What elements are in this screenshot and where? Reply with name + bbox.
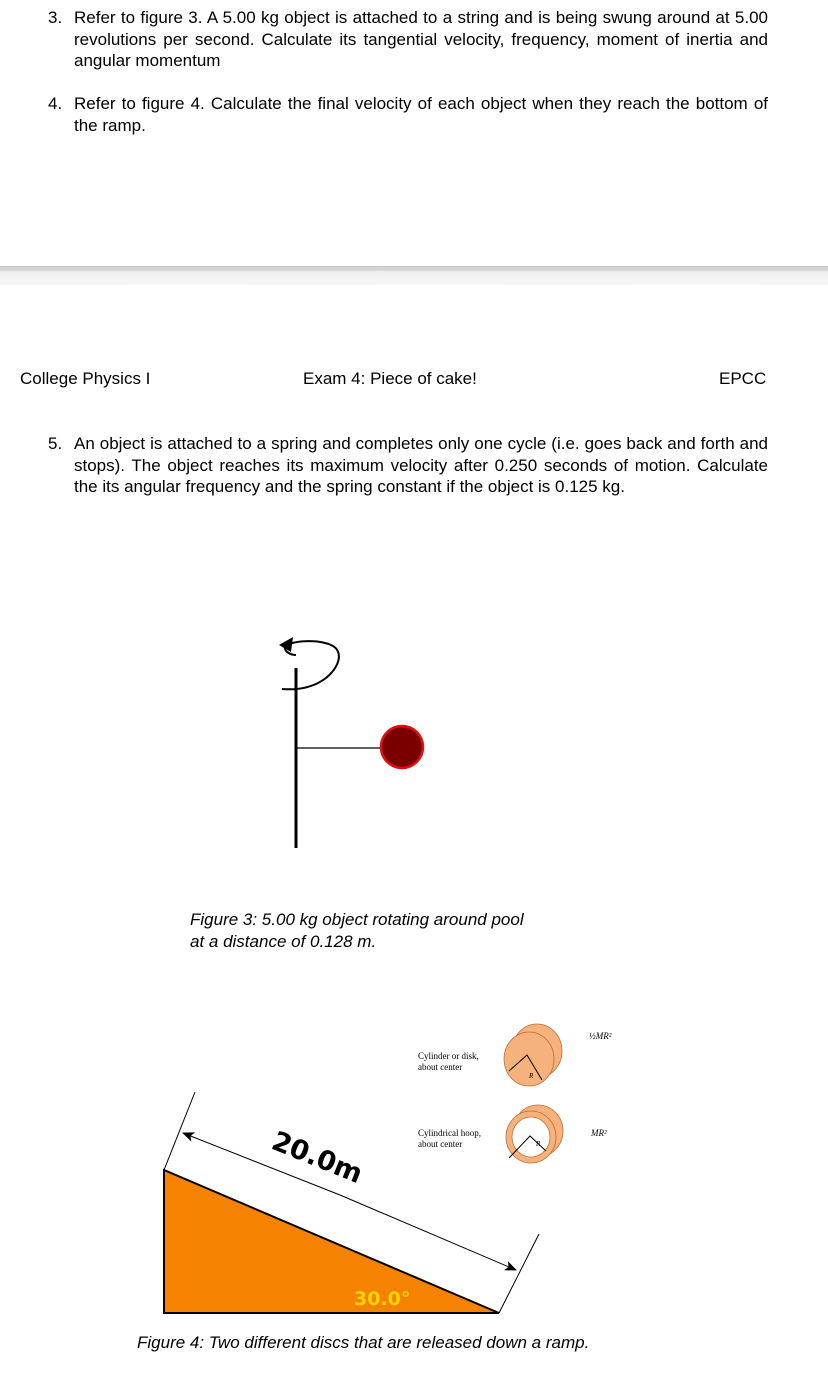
hoop-inertia-formula: MR² (591, 1128, 607, 1138)
question-text: Refer to figure 4. Calculate the final velocity of each object when they reach the bottom of the ramp. (74, 94, 768, 135)
inertia-table (418, 1024, 612, 1163)
ramp-length-label: 20.0m (267, 1125, 367, 1190)
extension-line-bottom (499, 1234, 539, 1313)
question-number: 3. (48, 8, 63, 27)
hoop-label-line2: about center (418, 1139, 463, 1149)
question-text: Refer to figure 3. A 5.00 kg object is attached to a string and is being swung around at 5.00 revolutions per second. Calculate its tangential velocity, frequency, moment of inertia and angular momentum (74, 8, 768, 71)
figure-3-caption (190, 909, 524, 952)
ramp-angle-label: 30.0° (354, 1288, 411, 1310)
header-school: EPCC (719, 369, 767, 388)
figure-3-caption-line2: at a distance of 0.128 m. (190, 931, 377, 951)
header-course: College Physics I (20, 369, 151, 388)
hoop-label-line1: Cylindrical hoop, (418, 1128, 481, 1138)
hoop-radius-symbol: R (536, 1140, 541, 1148)
extension-line-top (164, 1092, 195, 1170)
figure-3 (279, 637, 423, 848)
figure-4 (164, 1092, 539, 1313)
figure-3-caption-line1: Figure 3: 5.00 kg object rotating around pool (190, 910, 524, 929)
disk-inertia-formula: ½MR² (589, 1031, 612, 1041)
disk-radius-symbol: R (529, 1072, 534, 1080)
figure-4-caption: Figure 4: Two different discs that are released down a ramp. (137, 1333, 590, 1352)
question-number: 4. (48, 94, 63, 113)
question-number: 5. (48, 434, 63, 453)
disk-label-line2: about center (418, 1062, 463, 1072)
disk-label-line1: Cylinder or disk, (418, 1051, 479, 1061)
header-exam-title: Exam 4: Piece of cake! (303, 369, 477, 388)
question-text: An object is attached to a spring and completes only one cycle (i.e. goes back and forth and stops). The object reaches its maximum velocity after 0.250 seconds of motion. Calculate the its angular frequency and the spring constant if the object is 0.125 kg. (74, 434, 768, 497)
